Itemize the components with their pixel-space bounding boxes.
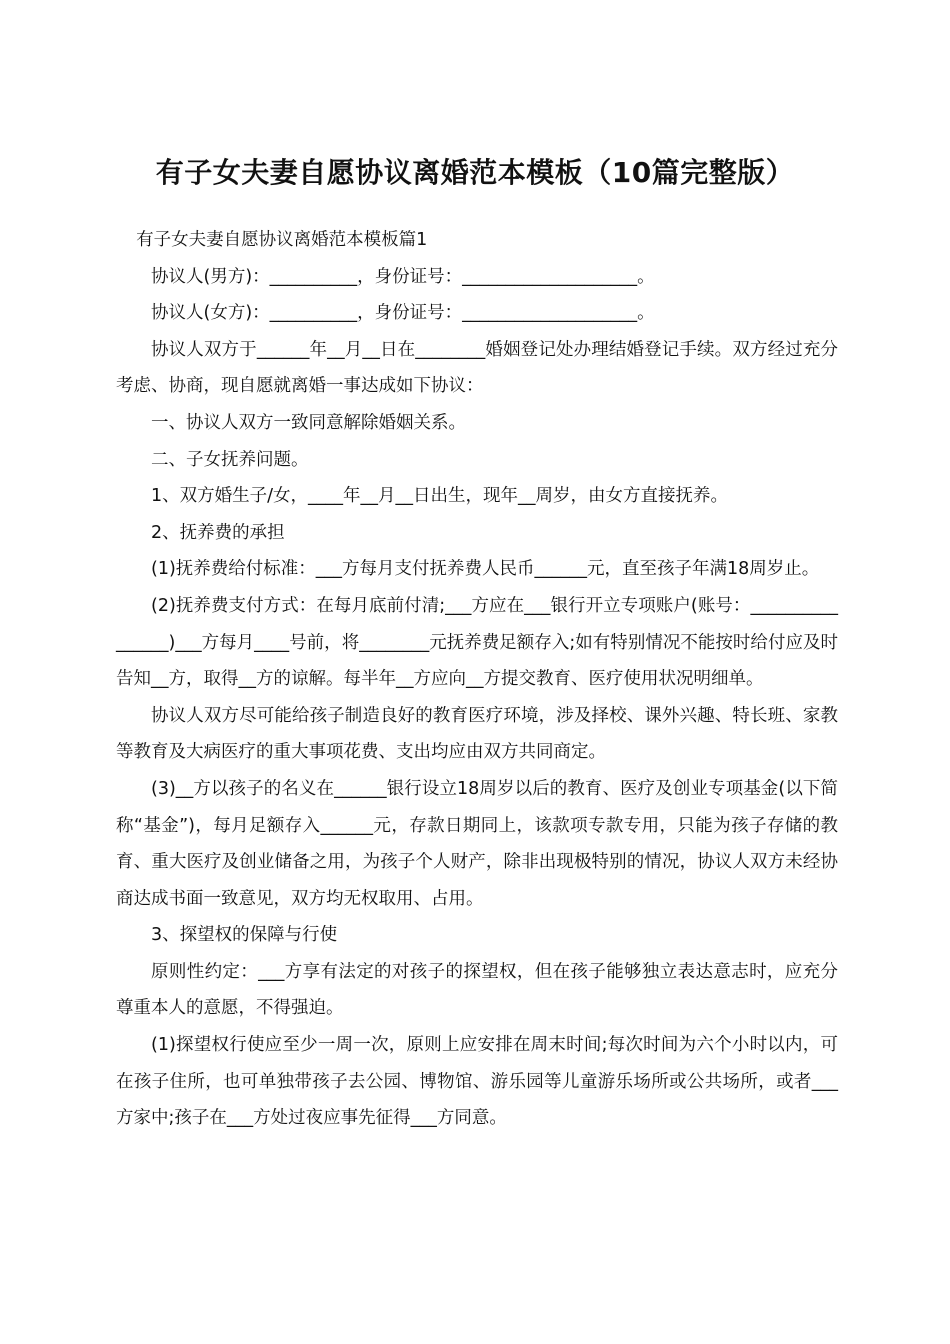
section-heading: 有子女夫妻自愿协议离婚范本模板篇1: [136, 230, 428, 250]
clause-visitation-frequency: (1)探望权行使应至少一周一次，原则上应安排在周末时间;每次时间为六个小时以内，可在孩子住所，也可单独带孩子去公园、博物馆、游乐园等儿童游乐场所或公共场所，或者___方家中;孩子在___方处过夜应事先征得___方同意。: [116, 1035, 838, 1129]
clause-child-custody: 二、子女抚养问题。: [151, 449, 309, 470]
document-body: [116, 222, 838, 1137]
clause-dissolve-marriage: 一、协议人双方一致同意解除婚姻关系。: [151, 412, 466, 433]
clause-visitation-principle: 原则性约定：___方享有法定的对孩子的探望权，但在孩子能够独立表达意志时，应充分尊重本人的意愿，不得强迫。: [116, 961, 838, 1019]
party-female-line: 协议人(女方)：__________，身份证号：____________________。: [151, 303, 655, 324]
clause-support-payment: (2)抚养费支付方式：在每月底前付清;___方应在___银行开立专项账户(账号：________________)___方每月____号前，将________元抚养费足额存入;如有特别情况不能按时给付应及时告知__方，取得__方的谅解。每半年__方应向__方提交教育、医疗使用状况明细单。: [116, 595, 838, 690]
clause-child-custody-1: 1、双方婚生子/女，____年__月__日出生，现年__周岁，由女方直接抚养。: [151, 486, 729, 507]
clause-education-medical: 协议人双方尽可能给孩子制造良好的教育医疗环境，涉及择校、课外兴趣、特长班、家教等教育及大病医疗的重大事项花费、支出均应由双方共同商定。: [116, 705, 838, 763]
marriage-registration-paragraph: 协议人双方于______年__月__日在________婚姻登记处办理结婚登记手续。双方经过充分考虑、协商，现自愿就离婚一事达成如下协议：: [116, 339, 838, 397]
clause-special-fund: (3)__方以孩子的名义在______银行设立18周岁以后的教育、医疗及创业专项基金(以下简称“基金”)，每月足额存入______元，存款日期同上，该款项专款专用，只能为孩子存储的教育、重大医疗及创业储备之用，为孩子个人财产，除非出现极特别的情况，协议人双方未经协商达成书面一致意见，双方均无权取用、占用。: [116, 778, 838, 909]
clause-support-standard: (1)抚养费给付标准：___方每月支付抚养费人民币______元，直至孩子年满18周岁止。: [151, 559, 820, 580]
clause-visitation-rights: 3、探望权的保障与行使: [151, 925, 338, 946]
party-male-line: 协议人(男方)：__________，身份证号：____________________。: [151, 266, 655, 287]
clause-child-support: 2、抚养费的承担: [151, 522, 285, 543]
document-title: 有子女夫妻自愿协议离婚范本模板（10篇完整版）: [155, 155, 795, 189]
